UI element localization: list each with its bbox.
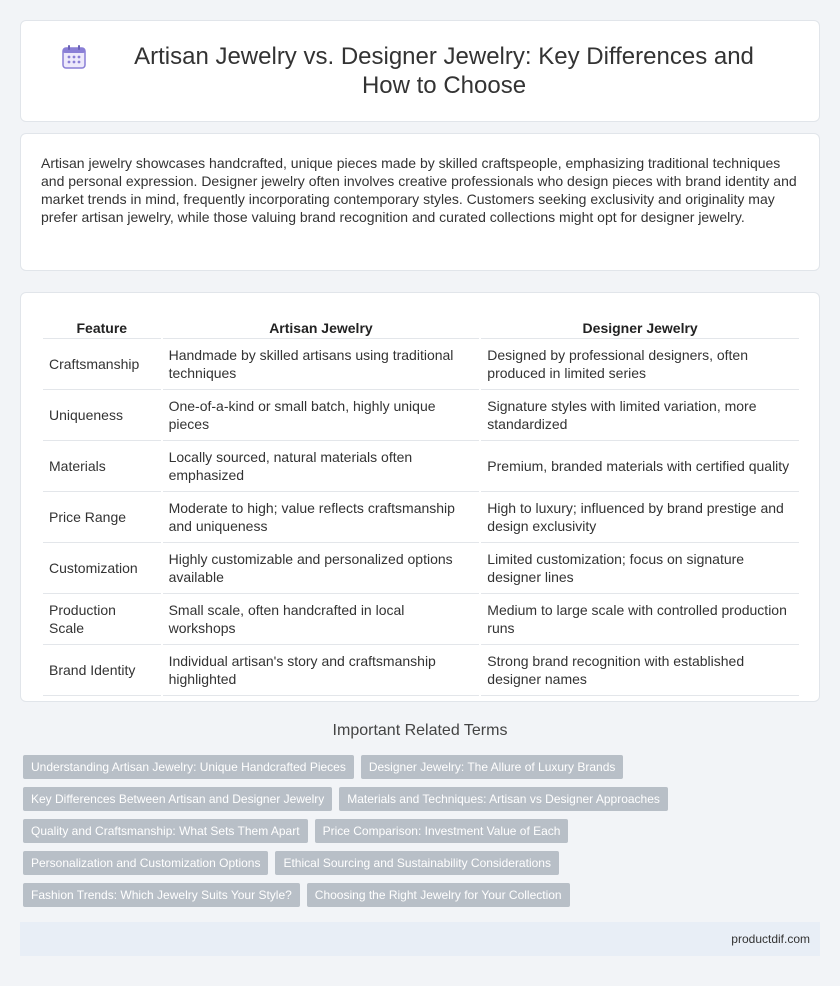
row-designer: Signature styles with limited variation, more standardized bbox=[480, 389, 799, 440]
header-feature: Feature bbox=[43, 313, 162, 338]
related-term-tag[interactable]: Price Comparison: Investment Value of Each bbox=[315, 819, 569, 843]
intro-paragraph: Artisan jewelry showcases handcrafted, unique pieces made by skilled craftspeople, emphasizing traditional techniques and personal expression. Designer jewelry often involves creative professionals who design pieces with brand identity and market trends in mind, frequently incorporating contemporary styles. Customers seeking exclusivity and originality may prefer artisan jewelry, while those valuing brand recognition and curated collections might opt for designer jewelry. bbox=[41, 155, 797, 225]
related-term-tag[interactable]: Designer Jewelry: The Allure of Luxury Brands bbox=[361, 755, 624, 779]
intro-card bbox=[20, 133, 820, 271]
footer bbox=[20, 922, 820, 956]
row-artisan: Highly customizable and personalized options available bbox=[162, 542, 481, 593]
row-designer: Medium to large scale with controlled production runs bbox=[480, 593, 799, 644]
row-artisan: One-of-a-kind or small batch, highly unique pieces bbox=[162, 389, 481, 440]
row-designer: Designed by professional designers, often produced in limited series bbox=[480, 338, 799, 389]
related-term-tag[interactable]: Materials and Techniques: Artisan vs Designer Approaches bbox=[339, 787, 668, 811]
calendar-icon bbox=[61, 44, 87, 70]
row-feature: Customization bbox=[43, 542, 162, 593]
header-artisan: Artisan Jewelry bbox=[162, 313, 481, 338]
footer-site-link[interactable]: productdif.com bbox=[731, 932, 810, 946]
related-term-tag[interactable]: Quality and Craftsmanship: What Sets Them Apart bbox=[23, 819, 308, 843]
table-row bbox=[43, 542, 799, 593]
row-designer: Premium, branded materials with certified quality bbox=[480, 440, 799, 491]
row-designer: High to luxury; influenced by brand prestige and design exclusivity bbox=[480, 491, 799, 542]
table-row bbox=[43, 491, 799, 542]
related-term-tag[interactable]: Personalization and Customization Options bbox=[23, 851, 268, 875]
row-designer: Strong brand recognition with established designer names bbox=[480, 644, 799, 695]
row-artisan: Moderate to high; value reflects craftsmanship and uniqueness bbox=[162, 491, 481, 542]
page-title: Artisan Jewelry vs. Designer Jewelry: Key Differences and How to Choose bbox=[134, 43, 754, 99]
table-row bbox=[43, 389, 799, 440]
header-card bbox=[20, 20, 820, 122]
header-designer: Designer Jewelry bbox=[480, 313, 799, 338]
row-artisan: Individual artisan's story and craftsmanship highlighted bbox=[162, 644, 481, 695]
table-row bbox=[43, 440, 799, 491]
related-terms-list bbox=[23, 755, 823, 915]
related-term-tag[interactable]: Key Differences Between Artisan and Designer Jewelry bbox=[23, 787, 332, 811]
related-term-tag[interactable]: Choosing the Right Jewelry for Your Collection bbox=[307, 883, 570, 907]
related-term-tag[interactable]: Fashion Trends: Which Jewelry Suits Your Style? bbox=[23, 883, 300, 907]
row-feature: Craftsmanship bbox=[43, 338, 162, 389]
row-feature: Uniqueness bbox=[43, 389, 162, 440]
row-artisan: Locally sourced, natural materials often emphasized bbox=[162, 440, 481, 491]
related-term-tag[interactable]: Ethical Sourcing and Sustainability Considerations bbox=[275, 851, 559, 875]
row-designer: Limited customization; focus on signature designer lines bbox=[480, 542, 799, 593]
row-artisan: Small scale, often handcrafted in local workshops bbox=[162, 593, 481, 644]
table-row bbox=[43, 338, 799, 389]
row-feature: Materials bbox=[43, 440, 162, 491]
comparison-table bbox=[43, 313, 799, 696]
related-term-tag[interactable]: Understanding Artisan Jewelry: Unique Handcrafted Pieces bbox=[23, 755, 354, 779]
row-artisan: Handmade by skilled artisans using traditional techniques bbox=[162, 338, 481, 389]
row-feature: Price Range bbox=[43, 491, 162, 542]
table-header-row bbox=[43, 313, 799, 338]
row-feature: Production Scale bbox=[43, 593, 162, 644]
comparison-table-card bbox=[20, 292, 820, 702]
table-row bbox=[43, 593, 799, 644]
row-feature: Brand Identity bbox=[43, 644, 162, 695]
related-terms-title: Important Related Terms bbox=[332, 722, 508, 739]
table-row bbox=[43, 644, 799, 695]
